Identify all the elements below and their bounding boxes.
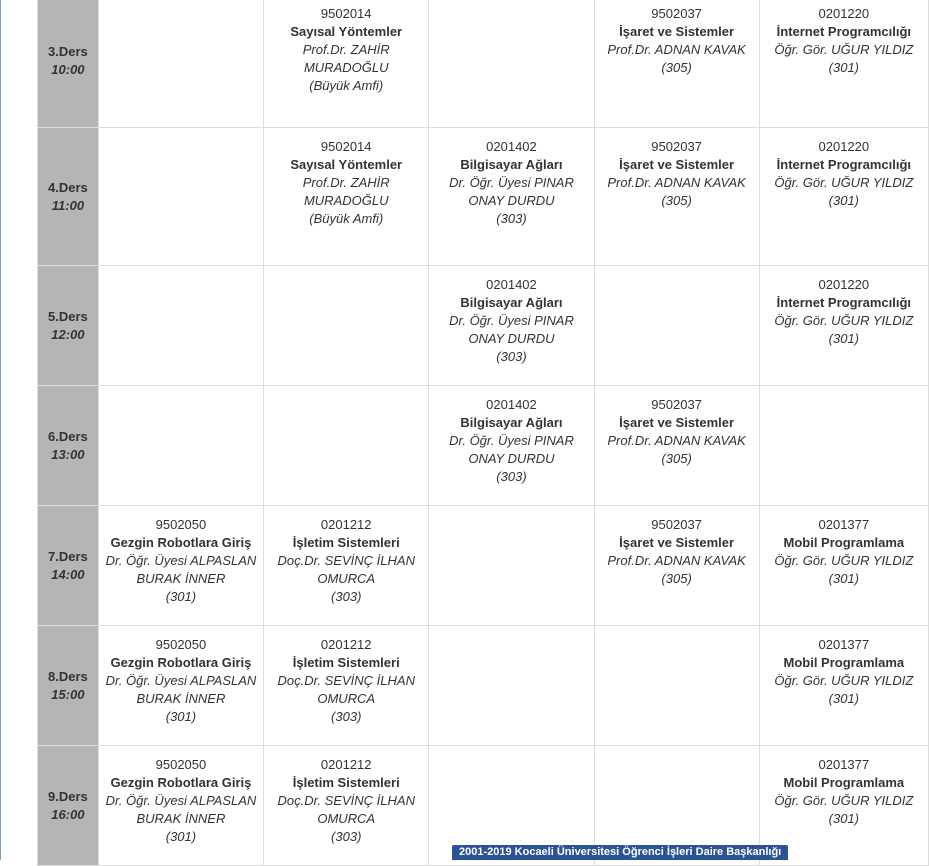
course-cell (594, 128, 759, 266)
course-instructor: Prof.Dr. ADNAN KAVAK (607, 433, 746, 448)
course-name: Mobil Programlama (783, 655, 905, 670)
course-room: (303) (496, 349, 527, 364)
empty-cell (98, 128, 263, 266)
course-code: 0201377 (818, 637, 870, 652)
course-instructor: Dr. Öğr. Üyesi ALPASLAN BURAK İNNER (105, 553, 257, 586)
course-cell (98, 626, 263, 746)
course-instructor: Dr. Öğr. Üyesi ALPASLAN BURAK İNNER (105, 673, 257, 706)
course-cell (759, 506, 928, 626)
course-cell (429, 128, 594, 266)
empty-cell (594, 626, 759, 746)
course-info (264, 0, 428, 95)
schedule-row (38, 266, 929, 386)
empty-cell (264, 386, 429, 506)
course-instructor: Prof.Dr. ADNAN KAVAK (607, 175, 746, 190)
course-code: 0201402 (486, 139, 537, 154)
course-code: 0201377 (818, 517, 870, 532)
course-code: 9502037 (651, 6, 702, 21)
slot-label: 6.Ders (48, 428, 88, 444)
schedule-row (38, 0, 929, 128)
slot-label: 9.Ders (48, 788, 88, 804)
course-name: İşaret ve Sistemler (619, 24, 735, 39)
course-instructor: Doç.Dr. SEVİNÇ İLHAN OMURCA (277, 673, 415, 706)
course-room: (301) (828, 331, 860, 346)
course-room: (303) (331, 589, 362, 604)
course-instructor: Dr. Öğr. Üyesi PINAR ONAY DURDU (449, 433, 574, 466)
empty-cell (98, 266, 263, 386)
course-info (760, 746, 928, 828)
course-instructor: Doç.Dr. SEVİNÇ İLHAN OMURCA (277, 553, 415, 586)
course-info (264, 626, 428, 726)
course-info (99, 746, 263, 846)
course-room: (305) (661, 60, 692, 75)
course-code: 9502037 (651, 397, 702, 412)
course-cell (264, 746, 429, 866)
course-name: Mobil Programlama (783, 775, 905, 790)
course-room: (301) (828, 691, 860, 706)
course-instructor: Öğr. Gör. UĞUR YILDIZ (774, 313, 914, 328)
schedule-body (38, 0, 929, 866)
slot-time: 12:00 (51, 326, 85, 342)
course-instructor: Öğr. Gör. UĞUR YILDIZ (774, 553, 914, 568)
course-info (429, 128, 593, 228)
course-name: İnternet Programcılığı (776, 24, 912, 39)
empty-cell (429, 626, 594, 746)
course-cell (594, 0, 759, 128)
course-cell (759, 0, 928, 128)
schedule-row (38, 626, 929, 746)
course-cell (98, 506, 263, 626)
course-name: Gezgin Robotlara Giriş (110, 775, 252, 790)
course-cell (98, 746, 263, 866)
footer-copyright: 2001-2019 Kocaeli Üniversitesi Öğrenci İşleri Daire Başkanlığı (452, 845, 788, 860)
course-room: (305) (661, 193, 692, 208)
course-info (264, 128, 428, 228)
slot-time: 11:00 (51, 197, 85, 213)
course-cell (759, 626, 928, 746)
course-cell (264, 626, 429, 746)
course-code: 9502014 (320, 139, 372, 154)
course-code: 9502037 (651, 139, 702, 154)
course-cell (264, 128, 429, 266)
slot-time: 15:00 (51, 686, 85, 702)
course-instructor: Dr. Öğr. Üyesi ALPASLAN BURAK İNNER (105, 793, 257, 826)
course-room: (301) (165, 829, 197, 844)
left-border-line (0, 0, 1, 860)
course-code: 9502050 (155, 757, 207, 772)
course-instructor: Prof.Dr. ADNAN KAVAK (607, 553, 746, 568)
course-info (99, 626, 263, 726)
course-cell (429, 386, 594, 506)
course-cell (759, 128, 928, 266)
empty-cell (264, 266, 429, 386)
course-name: İşletim Sistemleri (292, 655, 400, 670)
course-instructor: Öğr. Gör. UĞUR YILDIZ (774, 673, 914, 688)
course-cell (594, 506, 759, 626)
slot-label: 4.Ders (48, 179, 88, 195)
course-instructor: Dr. Öğr. Üyesi PINAR ONAY DURDU (449, 175, 574, 208)
course-cell (429, 266, 594, 386)
course-cell (759, 266, 928, 386)
slot-label: 8.Ders (48, 668, 88, 684)
course-info (595, 386, 759, 468)
course-info (429, 386, 593, 486)
course-name: Gezgin Robotlara Giriş (110, 535, 252, 550)
course-code: 0201212 (320, 637, 372, 652)
course-name: Gezgin Robotlara Giriş (110, 655, 252, 670)
course-name: İşaret ve Sistemler (619, 535, 735, 550)
course-name: Sayısal Yöntemler (290, 24, 403, 39)
course-info (760, 506, 928, 588)
empty-cell (759, 386, 928, 506)
course-name: Mobil Programlama (783, 535, 905, 550)
time-slot-cell (38, 0, 99, 128)
course-code: 0201377 (818, 757, 870, 772)
empty-cell (98, 0, 263, 128)
schedule-row (38, 386, 929, 506)
slot-time: 13:00 (51, 446, 85, 462)
course-code: 9502037 (651, 517, 702, 532)
course-instructor: Öğr. Gör. UĞUR YILDIZ (774, 175, 914, 190)
empty-cell (429, 506, 594, 626)
course-code: 0201220 (818, 6, 870, 21)
slot-time: 14:00 (51, 566, 85, 582)
course-name: Bilgisayar Ağları (460, 415, 563, 430)
course-name: İnternet Programcılığı (776, 295, 912, 310)
course-instructor: Prof.Dr. ADNAN KAVAK (607, 42, 746, 57)
course-code: 0201212 (320, 757, 372, 772)
course-room: (301) (828, 193, 860, 208)
course-code: 9502050 (155, 637, 207, 652)
course-name: İşletim Sistemleri (292, 775, 400, 790)
slot-time: 16:00 (51, 806, 85, 822)
course-info (595, 0, 759, 77)
course-instructor: Dr. Öğr. Üyesi PINAR ONAY DURDU (449, 313, 574, 346)
course-info (760, 626, 928, 708)
course-code: 0201402 (486, 277, 537, 292)
weekly-schedule-table (37, 0, 929, 866)
time-slot-cell (38, 128, 99, 266)
course-room: (301) (828, 571, 860, 586)
slot-label: 5.Ders (48, 308, 88, 324)
course-info (99, 506, 263, 606)
empty-cell (429, 0, 594, 128)
course-code: 0201220 (818, 139, 870, 154)
course-info (760, 0, 928, 77)
course-room: (301) (828, 811, 860, 826)
course-instructor: Doç.Dr. SEVİNÇ İLHAN OMURCA (277, 793, 415, 826)
course-code: 9502014 (320, 6, 372, 21)
course-info (264, 746, 428, 846)
slot-time: 10:00 (51, 62, 85, 77)
slot-label: 7.Ders (48, 548, 88, 564)
course-info (595, 128, 759, 210)
course-name: Sayısal Yöntemler (290, 157, 403, 172)
course-name: İşaret ve Sistemler (619, 415, 735, 430)
schedule-row (38, 128, 929, 266)
course-code: 0201220 (818, 277, 870, 292)
empty-cell (98, 386, 263, 506)
course-instructor: Prof.Dr. ZAHİR MURADOĞLU (302, 42, 390, 75)
course-code: 0201402 (486, 397, 537, 412)
course-code: 0201212 (320, 517, 372, 532)
time-slot-cell (38, 746, 99, 866)
empty-cell (594, 266, 759, 386)
course-name: İşaret ve Sistemler (619, 157, 735, 172)
course-room: (303) (331, 709, 362, 724)
course-room: (301) (165, 709, 197, 724)
course-cell (264, 506, 429, 626)
time-slot-cell (38, 266, 99, 386)
course-info (429, 266, 593, 366)
course-name: İnternet Programcılığı (776, 157, 912, 172)
time-slot-cell (38, 626, 99, 746)
course-name: Bilgisayar Ağları (460, 157, 563, 172)
course-room: (305) (661, 571, 692, 586)
course-cell (594, 386, 759, 506)
course-cell (264, 0, 429, 128)
time-slot-cell (38, 506, 99, 626)
course-name: İşletim Sistemleri (292, 535, 400, 550)
course-info (264, 506, 428, 606)
course-room: (301) (165, 589, 197, 604)
course-info (760, 128, 928, 210)
course-instructor: Prof.Dr. ZAHİR MURADOĞLU (302, 175, 390, 208)
course-room: (303) (496, 211, 527, 226)
course-info (760, 266, 928, 348)
course-room: (303) (331, 829, 362, 844)
course-instructor: Öğr. Gör. UĞUR YILDIZ (774, 42, 914, 57)
slot-label: 3.Ders (48, 44, 88, 59)
course-info (595, 506, 759, 588)
course-room: (305) (661, 451, 692, 466)
course-instructor: Öğr. Gör. UĞUR YILDIZ (774, 793, 914, 808)
course-room: (303) (496, 469, 527, 484)
course-room: (301) (828, 60, 860, 75)
course-room: (Büyük Amfi) (309, 78, 384, 93)
course-room: (Büyük Amfi) (309, 211, 384, 226)
course-code: 9502050 (155, 517, 207, 532)
time-slot-cell (38, 386, 99, 506)
schedule-row (38, 506, 929, 626)
course-name: Bilgisayar Ağları (460, 295, 563, 310)
